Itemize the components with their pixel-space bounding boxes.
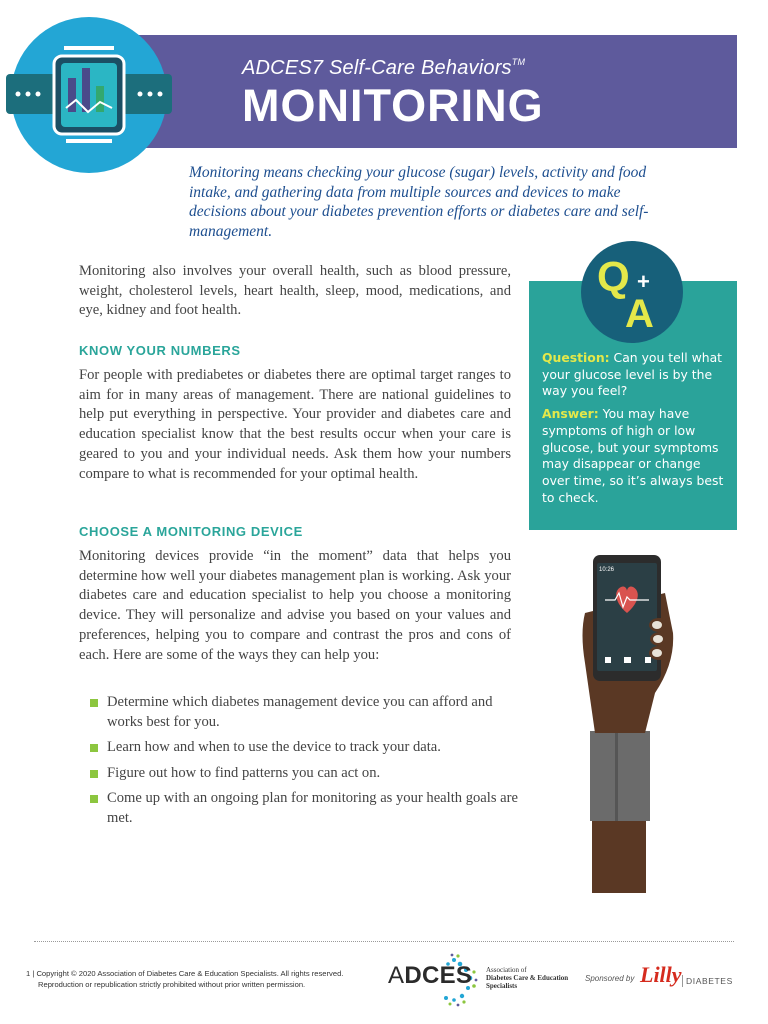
question-text: Can you tell what your glucose level is by the way you feel? (542, 350, 723, 399)
footer-copyright: 1 | Copyright © 2020 Association of Diabetes Care & Education Specialists. All rights reserved. Reproduction or republication strictly prohibited without prior written permission. (26, 969, 344, 989)
section-heading-know-numbers: KNOW YOUR NUMBERS (79, 343, 241, 358)
monitoring-watch-icon (4, 16, 174, 174)
lilly-divider (682, 975, 683, 987)
section-heading-choose-device: CHOOSE A MONITORING DEVICE (79, 524, 303, 539)
trademark: TM (511, 57, 526, 67)
qa-question (542, 350, 727, 400)
body-paragraph-1: Monitoring also involves your overall health, such as blood pressure, weight, cholesterol levels, heart health, sleep, mood, medications, and eye, kidney and foot health. (79, 263, 511, 319)
page-title: MONITORING (242, 80, 544, 131)
qa-plus: + (637, 269, 650, 294)
body-paragraph-2: For people with prediabetes or diabetes there are optimal target ranges to aim for in many areas of management. There are national guidelines to help put everything in perspective. Your provider and diabetes care and education specialist know that the best results occur when your care is geared to you and your individual needs. Ask them how your numbers compare to what is recommended for your optimal health. (79, 367, 511, 482)
header-subtitle: ADCES7 Self-Care Behaviors™ (242, 57, 526, 79)
qa-q-letter: Q (597, 253, 630, 300)
page-number: 1 (26, 969, 31, 978)
list-item: Come up with an ongoing plan for monitoring as your health goals are met. (90, 789, 530, 828)
qa-content (542, 350, 727, 512)
intro-paragraph: Monitoring means checking your glucose (sugar) levels, activity and food intake, and gathering data from multiple sources and devices to make decisions about your diabetes prevention efforts or diabetes care and self-management. (189, 164, 649, 240)
answer-label: Answer: (542, 406, 599, 422)
footer-divider (34, 941, 734, 942)
qa-answer (542, 406, 727, 506)
bullet-square-icon (90, 699, 98, 707)
phone-time: 10:26 (599, 567, 615, 573)
bullet-square-icon (90, 795, 98, 803)
bullet-square-icon (90, 744, 98, 752)
bullet-square-icon (90, 770, 98, 778)
sponsored-by-label: Sponsored by (585, 974, 635, 983)
lilly-logo: Lilly (640, 962, 682, 987)
phone-heart-icon (575, 553, 685, 893)
qa-a-letter: A (625, 292, 654, 336)
list-item: Determine which diabetes management device you can afford and works best for you. (90, 693, 530, 732)
adces-logo: ADCES (388, 962, 473, 989)
bullet-list (90, 693, 530, 834)
answer-text: You may have symptoms of high or low glucose, but your symptoms may disappear or change over time, so it’s always best to check. (542, 406, 724, 505)
lilly-diabetes-label: DIABETES (686, 976, 733, 986)
list-item: Figure out how to find patterns you can act on. (90, 764, 530, 784)
question-label: Question: (542, 350, 610, 365)
qa-badge-icon (581, 241, 683, 343)
list-item: Learn how and when to use the device to track your data. (90, 738, 530, 758)
adces-association-name: Association of Diabetes Care & Education Specialists (486, 966, 569, 990)
body-paragraph-3: Monitoring devices provide “in the moment” data that helps you determine how well your diabetes management plan is working. Ask your diabetes care and education specialist to help you choose a monitoring device. They will personalize and advise you based on your values and preferences, helping you to compare and contrast the pros and cons of each. Here are some of the ways they can help you: (79, 548, 511, 663)
